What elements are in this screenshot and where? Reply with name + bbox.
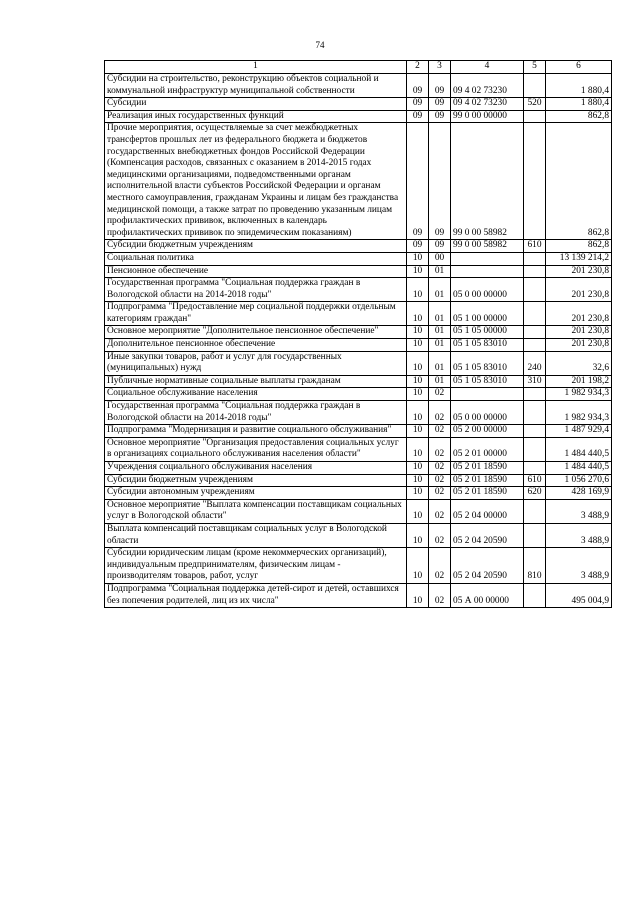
table-row [105, 499, 612, 523]
table-row [105, 462, 612, 475]
subsection-code-cell: 02 [429, 437, 451, 461]
row-name-cell: Публичные нормативные социальные выплаты гражданам [105, 375, 407, 388]
row-name-cell: Субсидии автономным учреждениям [105, 487, 407, 500]
section-code-cell: 10 [407, 499, 429, 523]
row-name-cell: Субсидии на строительство, реконструкцию объектов социальной и коммунальной инфраструктур муниципальной собственности [105, 74, 407, 98]
target-article-cell: 09 4 02 73230 [451, 98, 524, 111]
table-row [105, 523, 612, 547]
subsection-code-cell: 01 [429, 339, 451, 352]
subsection-code-cell: 02 [429, 523, 451, 547]
expense-type-cell: 520 [524, 98, 546, 111]
section-code-cell: 10 [407, 339, 429, 352]
target-article-cell: 09 4 02 73230 [451, 74, 524, 98]
target-article-cell: 05 2 01 18590 [451, 474, 524, 487]
amount-cell: 428 169,9 [546, 487, 612, 500]
expense-type-cell [524, 523, 546, 547]
target-article-cell: 05 0 00 00000 [451, 401, 524, 425]
section-code-cell: 10 [407, 265, 429, 278]
amount-cell: 201 230,8 [546, 265, 612, 278]
target-article-cell: 05 2 01 18590 [451, 487, 524, 500]
section-code-cell: 10 [407, 437, 429, 461]
row-name-cell: Государственная программа "Социальная поддержка граждан в Вологодской области на 2014-2018 годы" [105, 278, 407, 302]
expense-type-cell [524, 401, 546, 425]
table-row [105, 583, 612, 607]
expense-type-cell [524, 583, 546, 607]
table-row [105, 437, 612, 461]
row-name-cell: Основное мероприятие "Выплата компенсации поставщикам социальных услуг в Вологодской области" [105, 499, 407, 523]
expense-type-cell: 610 [524, 240, 546, 253]
section-code-cell: 09 [407, 74, 429, 98]
table-row [105, 240, 612, 253]
table-row [105, 351, 612, 375]
subsection-code-cell: 09 [429, 74, 451, 98]
page-number: 74 [315, 40, 325, 50]
amount-cell: 862,8 [546, 110, 612, 123]
target-article-cell: 05 2 00 00000 [451, 425, 524, 438]
section-code-cell: 10 [407, 474, 429, 487]
table-row [105, 425, 612, 438]
subsection-code-cell: 02 [429, 487, 451, 500]
section-code-cell: 10 [407, 487, 429, 500]
target-article-cell [451, 388, 524, 401]
target-article-cell: 05 0 00 00000 [451, 278, 524, 302]
section-code-cell: 10 [407, 302, 429, 326]
row-name-cell: Государственная программа "Социальная поддержка граждан в Вологодской области на 2014-2018 годы" [105, 401, 407, 425]
section-code-cell: 10 [407, 388, 429, 401]
table-row [105, 388, 612, 401]
row-name-cell: Социальное обслуживание населения [105, 388, 407, 401]
subsection-code-cell: 02 [429, 401, 451, 425]
table-row [105, 302, 612, 326]
amount-cell: 1 982 934,3 [546, 401, 612, 425]
expense-type-cell [524, 252, 546, 265]
section-code-cell: 09 [407, 110, 429, 123]
subsection-code-cell: 01 [429, 302, 451, 326]
amount-cell: 862,8 [546, 123, 612, 240]
table-row [105, 487, 612, 500]
target-article-cell [451, 265, 524, 278]
subsection-code-cell: 00 [429, 252, 451, 265]
expense-type-cell [524, 74, 546, 98]
table-row [105, 548, 612, 584]
section-code-cell: 09 [407, 240, 429, 253]
expense-type-cell [524, 425, 546, 438]
target-article-cell: 05 1 05 83010 [451, 351, 524, 375]
section-code-cell: 10 [407, 583, 429, 607]
amount-cell: 32,6 [546, 351, 612, 375]
amount-cell: 201 230,8 [546, 339, 612, 352]
amount-cell: 1 056 270,6 [546, 474, 612, 487]
table-row [105, 74, 612, 98]
expense-type-cell [524, 437, 546, 461]
row-name-cell: Основное мероприятие "Дополнительное пенсионное обеспечение" [105, 326, 407, 339]
section-code-cell: 10 [407, 548, 429, 584]
amount-cell: 201 230,8 [546, 278, 612, 302]
row-name-cell: Дополнительное пенсионное обеспечение [105, 339, 407, 352]
section-code-cell: 09 [407, 123, 429, 240]
expense-type-cell: 620 [524, 487, 546, 500]
table-row [105, 98, 612, 111]
amount-cell: 3 488,9 [546, 548, 612, 584]
row-name-cell: Субсидии бюджетным учреждениям [105, 240, 407, 253]
subsection-code-cell: 02 [429, 499, 451, 523]
target-article-cell [451, 252, 524, 265]
table-row [105, 375, 612, 388]
expense-type-cell: 240 [524, 351, 546, 375]
target-article-cell: 05 1 05 83010 [451, 339, 524, 352]
expense-type-cell [524, 462, 546, 475]
table-row [105, 339, 612, 352]
expense-type-cell [524, 339, 546, 352]
column-header: 5 [524, 61, 546, 74]
amount-cell: 201 198,2 [546, 375, 612, 388]
section-code-cell: 10 [407, 375, 429, 388]
row-name-cell: Субсидии [105, 98, 407, 111]
target-article-cell: 05 2 01 00000 [451, 437, 524, 461]
amount-cell: 1 880,4 [546, 98, 612, 111]
expense-type-cell: 810 [524, 548, 546, 584]
subsection-code-cell: 09 [429, 98, 451, 111]
amount-cell: 1 484 440,5 [546, 437, 612, 461]
expense-type-cell [524, 123, 546, 240]
table-header-row [105, 61, 612, 74]
section-code-cell: 10 [407, 523, 429, 547]
row-name-cell: Основное мероприятие "Организация предоставления социальных услуг в организациях социального обслуживания населения области" [105, 437, 407, 461]
amount-cell: 1 880,4 [546, 74, 612, 98]
budget-table [104, 60, 612, 608]
subsection-code-cell: 02 [429, 583, 451, 607]
section-code-cell: 10 [407, 252, 429, 265]
target-article-cell: 99 0 00 00000 [451, 110, 524, 123]
subsection-code-cell: 09 [429, 123, 451, 240]
expense-type-cell: 310 [524, 375, 546, 388]
row-name-cell: Иные закупки товаров, работ и услуг для государственных (муниципальных) нужд [105, 351, 407, 375]
amount-cell: 1 982 934,3 [546, 388, 612, 401]
table-row [105, 123, 612, 240]
subsection-code-cell: 02 [429, 474, 451, 487]
row-name-cell: Подпрограмма "Предоставление мер социальной поддержки отдельным категориям граждан" [105, 302, 407, 326]
subsection-code-cell: 09 [429, 110, 451, 123]
column-header: 3 [429, 61, 451, 74]
amount-cell: 1 487 929,4 [546, 425, 612, 438]
column-header: 2 [407, 61, 429, 74]
subsection-code-cell: 01 [429, 265, 451, 278]
row-name-cell: Социальная политика [105, 252, 407, 265]
expense-type-cell: 610 [524, 474, 546, 487]
row-name-cell: Реализация иных государственных функций [105, 110, 407, 123]
row-name-cell: Выплата компенсаций поставщикам социальных услуг в Вологодской области [105, 523, 407, 547]
section-code-cell: 09 [407, 98, 429, 111]
subsection-code-cell: 02 [429, 388, 451, 401]
table-row [105, 401, 612, 425]
target-article-cell: 05 А 00 00000 [451, 583, 524, 607]
column-header: 1 [105, 61, 407, 74]
subsection-code-cell: 01 [429, 326, 451, 339]
section-code-cell: 10 [407, 278, 429, 302]
row-name-cell: Субсидии юридическим лицам (кроме некоммерческих организаций), индивидуальным предпринимателям, физическим лицам - производителям товаров, работ, услуг [105, 548, 407, 584]
row-name-cell: Субсидии бюджетным учреждениям [105, 474, 407, 487]
amount-cell: 495 004,9 [546, 583, 612, 607]
target-article-cell: 05 2 04 20590 [451, 548, 524, 584]
expense-type-cell [524, 302, 546, 326]
subsection-code-cell: 02 [429, 462, 451, 475]
target-article-cell: 05 2 04 20590 [451, 523, 524, 547]
column-header: 6 [546, 61, 612, 74]
section-code-cell: 10 [407, 351, 429, 375]
row-name-cell: Пенсионное обеспечение [105, 265, 407, 278]
amount-cell: 3 488,9 [546, 523, 612, 547]
target-article-cell: 99 0 00 58982 [451, 240, 524, 253]
table-row [105, 252, 612, 265]
column-header: 4 [451, 61, 524, 74]
subsection-code-cell: 01 [429, 351, 451, 375]
subsection-code-cell: 02 [429, 548, 451, 584]
amount-cell: 1 484 440,5 [546, 462, 612, 475]
subsection-code-cell: 09 [429, 240, 451, 253]
row-name-cell: Учреждения социального обслуживания населения [105, 462, 407, 475]
row-name-cell: Прочие мероприятия, осуществляемые за счет межбюджетных трансфертов прошлых лет из федерального бюджета и бюджетов государственных внебюджетных фондов Российской Федерации (Компенсация расходов, связанных с оказанием в 2014-2015 годах медицинскими организациями, подведомственными органам исполнительной власти субъектов Российской Федерации и органам местного самоуправления, гражданам Украины и лицам без гражданства медицинской помощи, а также затрат по проведению указанным лицам профилактических прививок, включенных в календарь профилактических прививок по эпидемическим показаниям) [105, 123, 407, 240]
table-row [105, 265, 612, 278]
expense-type-cell [524, 265, 546, 278]
section-code-cell: 10 [407, 462, 429, 475]
expense-type-cell [524, 388, 546, 401]
table-row [105, 110, 612, 123]
table-row [105, 278, 612, 302]
expense-type-cell [524, 278, 546, 302]
target-article-cell: 05 2 04 00000 [451, 499, 524, 523]
amount-cell: 862,8 [546, 240, 612, 253]
expense-type-cell [524, 326, 546, 339]
amount-cell: 201 230,8 [546, 326, 612, 339]
target-article-cell: 05 2 01 18590 [451, 462, 524, 475]
section-code-cell: 10 [407, 425, 429, 438]
subsection-code-cell: 02 [429, 425, 451, 438]
section-code-cell: 10 [407, 401, 429, 425]
amount-cell: 13 139 214,2 [546, 252, 612, 265]
subsection-code-cell: 01 [429, 278, 451, 302]
table-row [105, 474, 612, 487]
amount-cell: 3 488,9 [546, 499, 612, 523]
target-article-cell: 05 1 05 00000 [451, 326, 524, 339]
row-name-cell: Подпрограмма "Модернизация и развитие социального обслуживания" [105, 425, 407, 438]
table-row [105, 326, 612, 339]
section-code-cell: 10 [407, 326, 429, 339]
subsection-code-cell: 01 [429, 375, 451, 388]
target-article-cell: 99 0 00 58982 [451, 123, 524, 240]
amount-cell: 201 230,8 [546, 302, 612, 326]
table-body [105, 74, 612, 608]
expense-type-cell [524, 110, 546, 123]
row-name-cell: Подпрограмма "Социальная поддержка детей-сирот и детей, оставшихся без попечения родителей, лиц из их числа" [105, 583, 407, 607]
target-article-cell: 05 1 00 00000 [451, 302, 524, 326]
expense-type-cell [524, 499, 546, 523]
target-article-cell: 05 1 05 83010 [451, 375, 524, 388]
